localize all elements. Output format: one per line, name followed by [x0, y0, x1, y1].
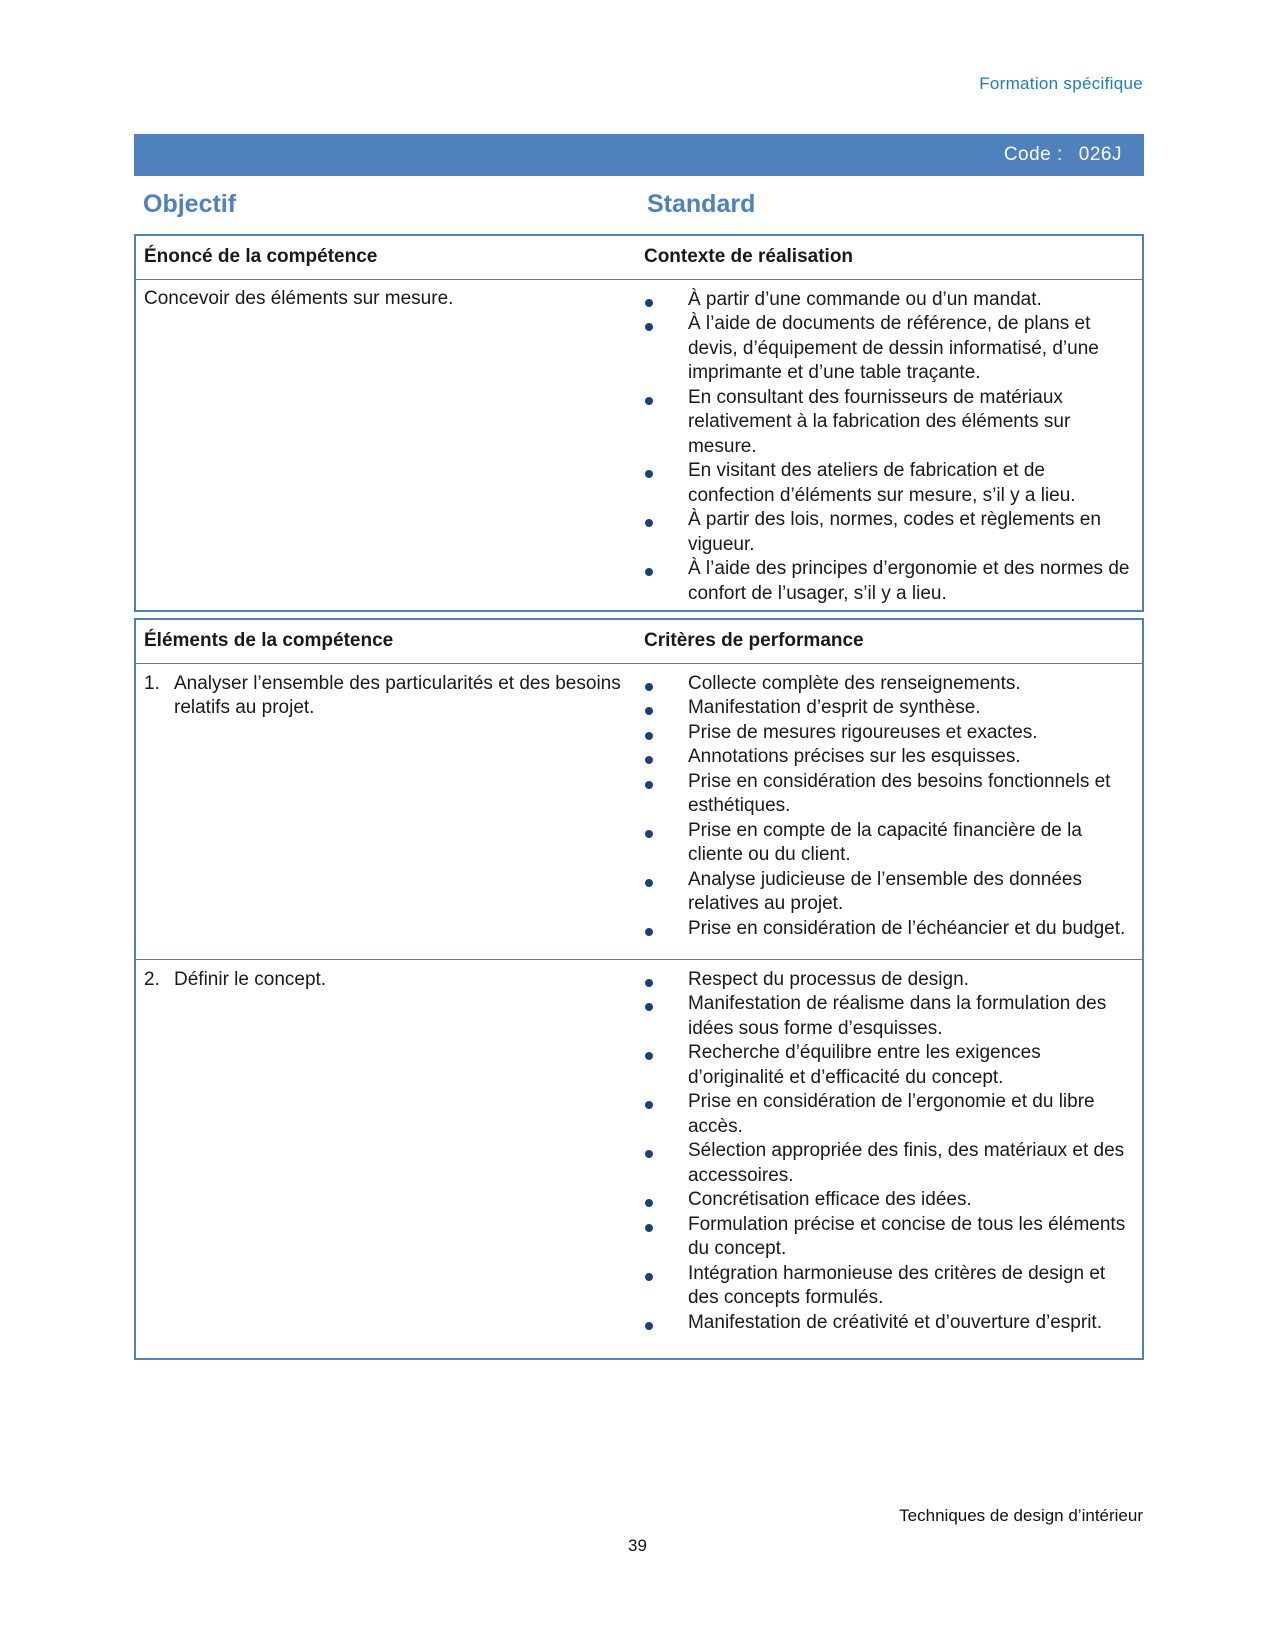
- list-item: À l’aide des principes d’ergonomie et des normes de confort de l’usager, s’il y a lieu.: [644, 557, 1134, 606]
- competency-statement: Concevoir des éléments sur mesure.: [144, 287, 454, 309]
- context-cell: [636, 279, 1143, 611]
- list-item: Recherche d’équilibre entre les exigences d’originalité et d’efficacité du concept.: [644, 1041, 1134, 1090]
- criteria-cell: [636, 959, 1143, 1359]
- context-header: Contexte de réalisation: [636, 235, 1143, 279]
- element-cell: [135, 663, 636, 959]
- code-value: 026J: [1078, 144, 1122, 165]
- element-cell: [135, 959, 636, 1359]
- list-item: Respect du processus de design.: [644, 968, 1134, 993]
- list-item: À partir d’une commande ou d’un mandat.: [644, 288, 1134, 313]
- code-label: Code :: [1003, 144, 1063, 165]
- list-item: Formulation précise et concise de tous les éléments du concept.: [644, 1213, 1134, 1262]
- list-item: En consultant des fournisseurs de matériaux relativement à la fabrication des éléments sur mesure.: [644, 386, 1134, 460]
- standard-title: Standard: [647, 190, 756, 218]
- list-item: Prise en considération des besoins fonctionnels et esthétiques.: [644, 770, 1134, 819]
- criteria-list: [644, 968, 1134, 1336]
- program-title: Techniques de design d’intérieur: [899, 1506, 1143, 1525]
- elements-header: Éléments de la compétence: [135, 619, 636, 663]
- list-item: Concrétisation efficace des idées.: [644, 1188, 1134, 1213]
- list-item: Prise en considération de l’échéancier et du budget.: [644, 917, 1134, 942]
- element-number: 2.: [144, 968, 160, 990]
- element-number: 1.: [144, 672, 160, 694]
- list-item: En visitant des ateliers de fabrication et de confection d’éléments sur mesure, s’il y a lieu.: [644, 459, 1134, 508]
- list-item: Prise en compte de la capacité financière de la cliente ou du client.: [644, 819, 1134, 868]
- list-item: Analyse judicieuse de l’ensemble des données relatives au projet.: [644, 868, 1134, 917]
- list-item: Manifestation de réalisme dans la formulation des idées sous forme d’esquisses.: [644, 992, 1134, 1041]
- context-list: [644, 288, 1134, 607]
- list-item: Annotations précises sur les esquisses.: [644, 745, 1134, 770]
- table-row: [135, 959, 1143, 1359]
- list-item: À partir des lois, normes, codes et règlements en vigueur.: [644, 508, 1134, 557]
- statement-header: Énoncé de la compétence: [135, 235, 636, 279]
- element-label: Définir le concept.: [174, 968, 327, 990]
- list-item: Intégration harmonieuse des critères de design et des concepts formulés.: [644, 1262, 1134, 1311]
- criteria-cell: [636, 663, 1143, 959]
- elements-table: [134, 618, 1144, 1360]
- list-item: Manifestation de créativité et d’ouverture d’esprit.: [644, 1311, 1134, 1336]
- table-row: [135, 663, 1143, 959]
- element-label: Analyser l’ensemble des particularités et des besoins relatifs au projet.: [174, 672, 621, 718]
- list-item: Prise de mesures rigoureuses et exactes.: [644, 721, 1134, 746]
- page-number: 39: [628, 1536, 647, 1555]
- code-bar: [134, 134, 1144, 176]
- list-item: À l’aide de documents de référence, de plans et devis, d’équipement de dessin informatisé, d’une imprimante et d’une table traçante.: [644, 312, 1134, 386]
- objective-title: Objectif: [143, 190, 237, 218]
- list-item: Sélection appropriée des finis, des matériaux et des accessoires.: [644, 1139, 1134, 1188]
- statement-table: [134, 234, 1144, 612]
- list-item: Collecte complète des renseignements.: [644, 672, 1134, 697]
- list-item: Prise en considération de l’ergonomie et du libre accès.: [644, 1090, 1134, 1139]
- section-label: Formation spécifique: [979, 74, 1143, 93]
- criteria-header: Critères de performance: [636, 619, 1143, 663]
- list-item: Manifestation d’esprit de synthèse.: [644, 696, 1134, 721]
- criteria-list: [644, 672, 1134, 942]
